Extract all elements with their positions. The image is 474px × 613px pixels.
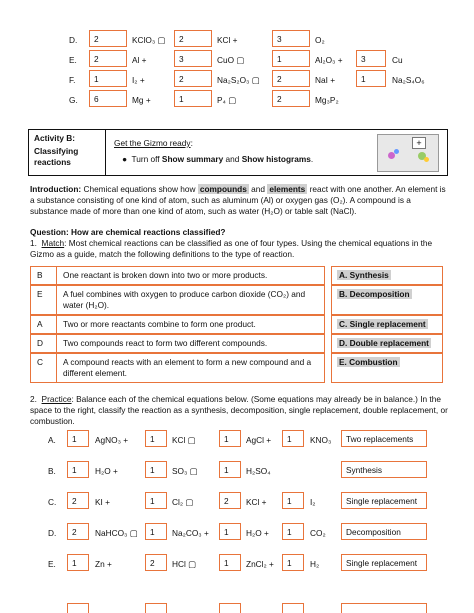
match-row [30, 315, 325, 334]
reaction-type [331, 266, 443, 285]
bullet-text: Turn off [131, 154, 162, 164]
reaction-type-label: B. Decomposition [339, 289, 410, 299]
coef-input[interactable]: 2 [145, 554, 167, 571]
eq-term: Na₂S₂O₃ ▢ [217, 75, 260, 85]
coef-input[interactable]: 2 [174, 70, 212, 87]
eq-label: B. [48, 466, 56, 476]
match-row [30, 266, 325, 285]
eq-term: Mg + [132, 95, 151, 105]
eq-term: H₂O + [95, 466, 118, 476]
coef-input[interactable]: 2 [89, 30, 127, 47]
match-row [30, 334, 325, 353]
eq-term: H₂O + [246, 528, 269, 538]
item-number: 1. [30, 238, 37, 248]
coef-input[interactable]: 1 [282, 492, 304, 509]
coef-input[interactable]: 1 [145, 523, 167, 540]
coef-input[interactable] [145, 603, 167, 613]
coef-input[interactable]: 1 [174, 90, 212, 107]
coef-input[interactable]: 1 [89, 70, 127, 87]
eq-term: KCl + [217, 35, 238, 45]
eq-term: Cl₂ ▢ [172, 497, 194, 507]
match-definition: Two or more reactants combine to form one product. [63, 319, 256, 329]
coef-input[interactable] [282, 603, 304, 613]
elements-highlight: elements [269, 184, 306, 194]
eq-term: NaI + [315, 75, 336, 85]
eq-term: H₂SO₄ [246, 466, 271, 476]
eq-term: I₂ + [132, 75, 145, 85]
coef-input[interactable]: 2 [67, 492, 89, 509]
introduction [30, 184, 450, 217]
coef-input[interactable]: 1 [67, 430, 89, 447]
eq-term: H₂ [310, 559, 320, 569]
practice-instruction [30, 394, 450, 427]
eq-term: ZnCl₂ + [246, 559, 274, 569]
classification-answer[interactable]: Two replacements [341, 430, 427, 447]
reaction-type [331, 334, 443, 353]
reaction-type [331, 353, 443, 383]
compounds-highlight: compounds [199, 184, 247, 194]
coef-input[interactable]: 1 [356, 70, 386, 87]
coef-input[interactable]: 1 [272, 50, 310, 67]
eq-term: KI + [95, 497, 110, 507]
classification-answer[interactable]: Single replacement [341, 492, 427, 509]
eq-label: G. [69, 95, 78, 105]
match-definition: A fuel combines with oxygen to produce carbon dioxide (CO₂) and water (H₂O). [63, 289, 306, 310]
eq-term: Zn + [95, 559, 112, 569]
reaction-type-label: A. Synthesis [339, 270, 389, 280]
classification-answer[interactable]: Decomposition [341, 523, 427, 540]
molecule-icon [424, 157, 429, 162]
eq-term: O₂ [315, 35, 325, 45]
classification-answer[interactable]: Synthesis [341, 461, 427, 478]
coef-input[interactable]: 2 [174, 30, 212, 47]
coef-input[interactable]: 3 [356, 50, 386, 67]
eq-term: P₄ ▢ [217, 95, 237, 105]
match-label: Match [41, 238, 65, 248]
question-heading: Question: How are chemical reactions classified? [30, 227, 226, 237]
eq-term: KCl ▢ [172, 435, 196, 445]
coef-input[interactable]: 2 [272, 70, 310, 87]
eq-label: E. [69, 55, 77, 65]
activity-subtitle: Classifying reactions [34, 146, 79, 167]
coef-input[interactable]: 1 [219, 430, 241, 447]
bullet-text: and [223, 154, 242, 164]
eq-label: F. [69, 75, 76, 85]
reaction-type-label: E. Combustion [339, 357, 398, 367]
intro-text: react with one another. An element is a substance consisting of one kind of atom, such as aluminum (Al) or oxygen gas (O₂). A compound is a substance made of more than one kind of atom, such as water (H₂O) or table salt (NaCl). [30, 184, 446, 216]
coef-input[interactable]: 2 [89, 50, 127, 67]
eq-term: AgNO₃ + [95, 435, 129, 445]
eq-term: SO₃ ▢ [172, 466, 198, 476]
practice-label: Practice [41, 394, 72, 404]
plus-icon: + [412, 137, 426, 149]
eq-term: KNO₃ [310, 435, 332, 445]
coef-input[interactable]: 6 [89, 90, 127, 107]
show-histograms-label: Show histograms [241, 154, 311, 164]
eq-term: Na₂S₄O₆ [392, 75, 425, 85]
eq-label: D. [48, 528, 57, 538]
match-answer[interactable]: A [31, 316, 57, 333]
coef-input[interactable]: 2 [272, 90, 310, 107]
eq-term: HCl ▢ [172, 559, 196, 569]
bullet-dot: ● [122, 154, 128, 164]
activity-label [29, 130, 106, 175]
intro-label: Introduction: [30, 184, 82, 194]
match-definition: Two compounds react to form two different compounds. [63, 338, 268, 348]
coef-input[interactable]: 2 [219, 492, 241, 509]
molecule-icon [394, 149, 399, 154]
coef-input[interactable]: 1 [145, 430, 167, 447]
coef-input[interactable]: 1 [282, 430, 304, 447]
reaction-type-label: D. Double replacement [339, 338, 429, 348]
coef-input[interactable]: 3 [174, 50, 212, 67]
coef-input[interactable]: 3 [272, 30, 310, 47]
eq-label: C. [48, 497, 57, 507]
activity-title: Activity B: [34, 133, 76, 143]
activity-box: Activity B: Classifying reactions Get the Gizmo ready: ● Turn off Show summary and Show histograms. [28, 129, 448, 176]
eq-term: I₂ [310, 497, 316, 507]
match-row [30, 285, 325, 315]
eq-term: NaHCO₃ ▢ [95, 528, 138, 538]
coef-input[interactable] [219, 603, 241, 613]
intro-text: and [248, 184, 268, 194]
eq-term: CuO ▢ [217, 55, 245, 65]
classification-answer[interactable] [341, 603, 427, 613]
eq-term: AgCl + [246, 435, 272, 445]
reaction-type-label: C. Single replacement [339, 319, 426, 329]
coef-input[interactable]: 1 [67, 554, 89, 571]
eq-label: D. [69, 35, 78, 45]
coef-input[interactable]: 1 [219, 461, 241, 478]
reaction-type [331, 285, 443, 315]
coef-input[interactable]: 1 [145, 492, 167, 509]
coef-input[interactable]: 1 [67, 461, 89, 478]
match-answer[interactable]: B [31, 267, 57, 284]
reaction-type [331, 315, 443, 334]
match-answer[interactable]: E [31, 286, 57, 314]
match-answer[interactable]: C [31, 354, 57, 382]
coef-input[interactable] [67, 603, 89, 613]
match-definition: One reactant is broken down into two or more products. [63, 270, 268, 280]
eq-term: KClO₃ ▢ [132, 35, 166, 45]
classification-answer[interactable]: Single replacement [341, 554, 427, 571]
intro-text: Chemical equations show how [81, 184, 198, 194]
eq-term: Cu [392, 55, 403, 65]
show-summary-label: Show summary [161, 154, 224, 164]
eq-term: Mg₃P₂ [315, 95, 339, 105]
gizmo-ready-link[interactable]: Get the Gizmo ready [114, 138, 191, 148]
match-text: : Most chemical reactions can be classified as one of four types. Using the chemical equations in the Gizmo as a guide, match the following definitions to the type of reaction. [30, 238, 433, 259]
coef-input[interactable]: 1 [219, 523, 241, 540]
eq-label: A. [48, 435, 56, 445]
coef-input[interactable]: 1 [282, 523, 304, 540]
match-instruction [30, 238, 450, 260]
coef-input[interactable]: 2 [67, 523, 89, 540]
coef-input[interactable]: 1 [219, 554, 241, 571]
match-row [30, 353, 325, 383]
eq-term: CO₂ [310, 528, 326, 538]
match-answer[interactable]: D [31, 335, 57, 352]
match-definition: A compound reacts with an element to form a new compound and a different element. [63, 357, 312, 378]
eq-term: Al₂O₃ + [315, 55, 343, 65]
practice-text: : Balance each of the chemical equations below. (Some equations may already be in balance.) In the space to the right, classify the reaction as a synthesis, decomposition, single replacement, double replacement, or combustion. [30, 394, 448, 426]
eq-term: KCl + [246, 497, 267, 507]
coef-input[interactable]: 1 [145, 461, 167, 478]
eq-term: Na₂CO₃ + [172, 528, 209, 538]
gizmo-thumbnail [377, 134, 439, 172]
coef-input[interactable]: 1 [282, 554, 304, 571]
bullet-text: . [310, 154, 314, 164]
item-number: 2. [30, 394, 37, 404]
eq-label: E. [48, 559, 56, 569]
eq-term: Al + [132, 55, 147, 65]
